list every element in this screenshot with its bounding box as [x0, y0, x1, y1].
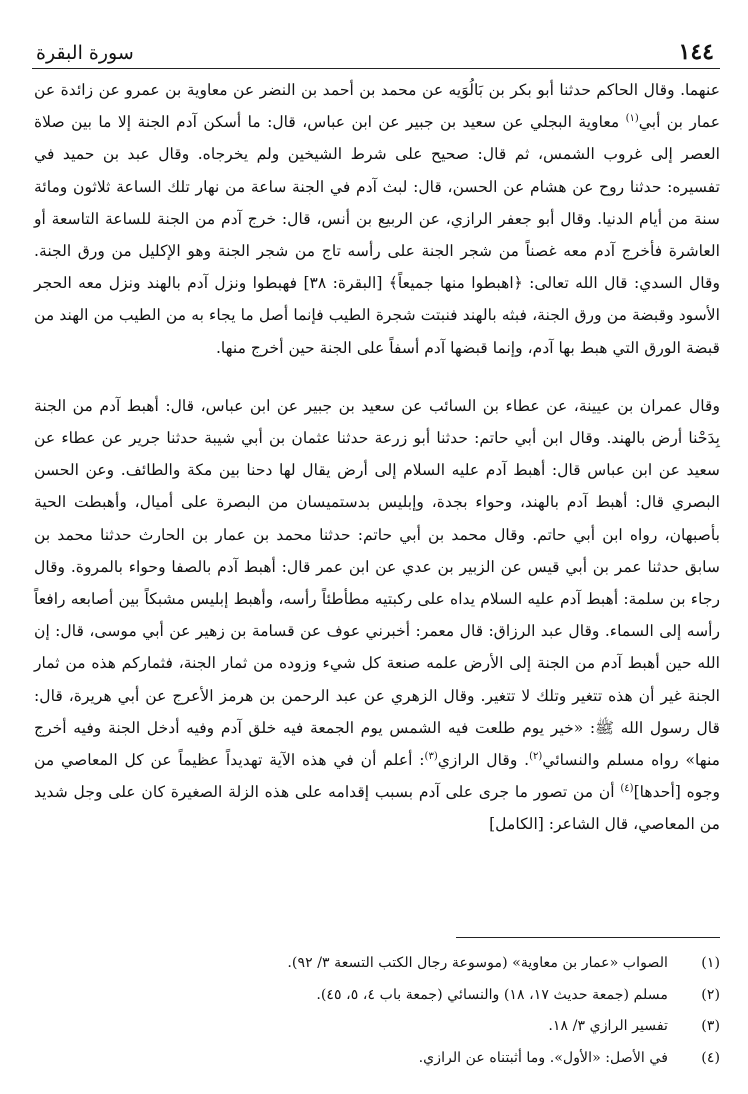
paragraph-2-part-a: وقال عمران بن عيينة، عن عطاء بن السائب عن سعيد بن جبير عن ابن عباس، قال: أهبط آدم من الجنة بِدَحْنا أرض بالهند. وقال ابن أبي حاتم: حدثنا أبو زرعة حدثنا عثمان بن أبي شيبة حدثنا جرير عن عطاء عن سعيد عن ابن عباس قال: أهبط آدم عليه السلام إلى أرض يقال لها دحنا بين مكة والطائف. وعن الحسن البصري قال: أهبط آدم بالهند، وحواء بجدة، وإبليس بدستميسان من البصرة على أميال، وأهبطت الحية بأصبهان، رواه ابن أبي حاتم. وقال محمد بن أبي حاتم: حدثنا محمد بن عمار بن الحارث حدثنا محمد بن سابق حدثنا عمر بن أبي قيس عن الزبير بن عدي عن ابن عمر قال: أهبط آدم بالصفا وحواء بالمروة. وقال رجاء بن سلمة: أهبط آدم عليه السلام يداه على ركبتيه مطأطئاً رأسه، وأهبط إبليس مشبكاً بين أصابعه رافعاً رأسه إلى السماء. وقال عبد الرزاق: قال معمر: أخبرني عوف عن قسامة بن زهير عن أبي موسى، قال: إن الله حين أهبط آدم من الجنة إلى الأرض علمه صنعة كل شيء وزوده من ثمار الجنة، فثماركم هذه من ثمار الجنة غير أن هذه تتغير وتلك لا تتغير. وقال الزهري عن عبد الرحمن بن هرمز الأعرج عن أبي هريرة، قال: قال رسول الله ﷺ: «خير يوم طلعت فيه الشمس يوم الجمعة فيه خلق آدم وفيه أدخل الجنة وفيه أخرج منها» رواه مسلم والنسائي: [34, 396, 720, 770]
paragraph-2-part-b: . وقال الرازي: [437, 751, 530, 770]
paragraph-2: [34, 390, 720, 841]
footnote-ref-3: (٣): [424, 750, 438, 762]
paragraph-1-part-b: معاوية البجلي عن سعيد بن جبير عن ابن عباس، قال: ما أسكن آدم الجنة إلا ما بين صلاة العصر إلى غروب الشمس، ثم قال: صحيح على شرط الشيخين ولم يخرجاه. وقال عبد بن حميد في تفسيره: حدثنا روح عن هشام عن الحسن، قال: لبث آدم في الجنة ساعة من نهار تلك الساعة ثلاثون ومائة سنة من أيام الدنيا. وقال أبو جعفر الرازي، عن الربيع بن أنس، قال: خرج آدم من الجنة للساعة التاسعة أو العاشرة فأخرج آدم معه غصناً من شجر الجنة على رأسه تاج من شجر الجنة وهو الإكليل من ورق الجنة. وقال السدي: قال الله تعالى: ﴿اهبطوا منها جميعاً﴾ [البقرة: ٣٨] فهبطوا ونزل آدم بالهند ونزل معه الحجر الأسود وقبضة من ورق الجنة، فبثه بالهند فنبتت شجرة الطيب فإنما أصل ما يجاء به من الطيب من الهند من قبضة الورق التي هبط بها آدم، وإنما قبضها آدم أسفاً على الجنة حين أخرج منها.: [34, 113, 721, 357]
footnote-1: [34, 948, 720, 980]
footnote-ref-2: (٢): [529, 750, 543, 762]
footnote-ref-1: (١): [625, 113, 639, 125]
footnote-3-text: تفسير الرازي ٣/ ١٨.: [548, 1018, 668, 1034]
footnote-3: [34, 1011, 720, 1043]
surah-title: سورة البقرة: [36, 42, 134, 64]
footnotes: [34, 948, 720, 1074]
paragraph-1-part-a: عنهما. وقال الحاكم حدثنا أبو بكر بن بَالُوَيه عن محمد بن أحمد بن النضر عن معاوية بن عمرو عن زائدة عن عمار بن أبي: [34, 81, 720, 132]
footnote-3-number: (٣): [701, 1018, 720, 1034]
footnote-4-text: في الأصل: «الأول». وما أثبتناه عن الرازي.: [418, 1049, 668, 1066]
paragraph-2-part-c: : أعلم أن في هذه الآية تهديداً عظيماً عن كل المعاصي من وجوه [أحدها]: [34, 751, 720, 802]
footnote-ref-4: (٤): [620, 783, 634, 795]
footnote-4-number: (٤): [701, 1049, 720, 1066]
footnote-2: [34, 980, 720, 1012]
footnote-2-text: مسلم (جمعة حديث ١٧، ١٨) والنسائي (جمعة باب ٤، ٥، ٤٥).: [316, 986, 668, 1003]
footnote-4: [34, 1043, 720, 1075]
main-text: [34, 74, 720, 841]
footnote-1-text: الصواب «عمار بن معاوية» (موسوعة رجال الكتب التسعة ٣/ ٩٢).: [287, 955, 668, 971]
paragraph-2-part-d: أن من تصور ما جرى على آدم بسبب إقدامه على هذه الزلة الصغيرة كان على وجل شديد من المعاصي، قال الشاعر: [الكامل]: [34, 783, 720, 834]
footnote-2-number: (٢): [701, 986, 720, 1003]
footnote-1-number: (١): [701, 955, 720, 971]
paragraph-1: [34, 74, 720, 364]
footnote-divider: [456, 937, 720, 938]
page-number: ١٤٤: [678, 39, 714, 65]
running-header: [32, 38, 720, 69]
